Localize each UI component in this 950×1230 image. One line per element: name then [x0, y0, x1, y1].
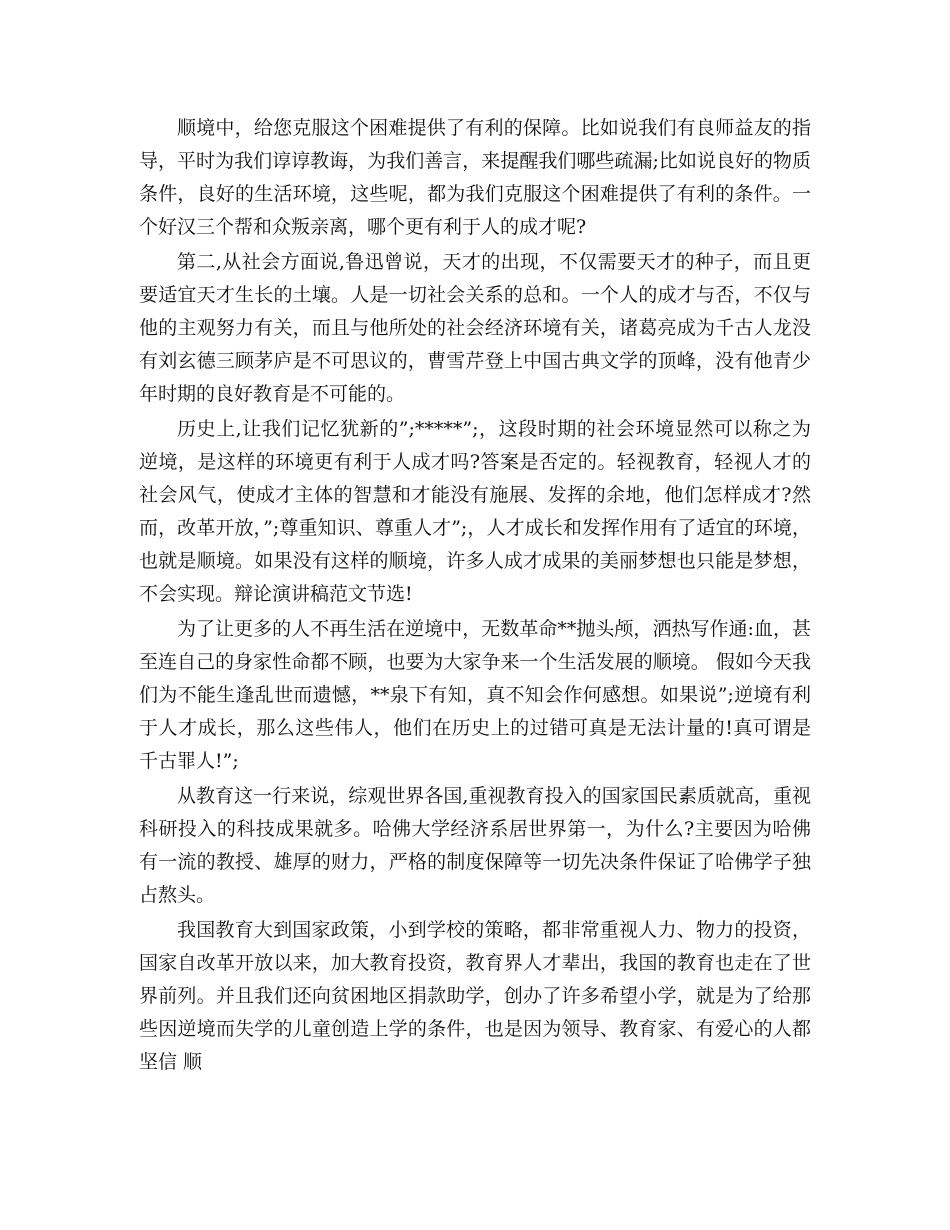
paragraph-2: 第二,从社会方面说,鲁迅曾说，天才的出现，不仅需要天才的种子，而且更要适宜天才生长的土壤。人是一切社会关系的总和。一个人的成才与否，不仅与他的主观努力有关，而且与他所处的社会经济环境有关，诸葛亮成为千古人龙没有刘玄德三顾茅庐是不可思议的，曹雪芹登上中国古典文学的顶峰，没有他青少年时期的良好教育是不可能的。 — [139, 251, 811, 405]
body-text — [139, 112, 811, 1081]
paragraph-3: 历史上,让我们记忆犹新的”;*****”;，这段时期的社会环境显然可以称之为逆境，是这样的环境更有利于人成才吗?答案是否定的。轻视教育，轻视人才的社会风气，使成才主体的智慧和才能没有施展、发挥的余地，他们怎样成才?然而，改革开放，”;尊重知识、尊重人才”;，人才成长和发挥作用有了适宜的环境，也就是顺境。如果没有这样的顺境，许多人成才成果的美丽梦想也只能是梦想，不会实现。辩论演讲稿范文节选! — [139, 418, 811, 605]
paragraph-4: 为了让更多的人不再生活在逆境中，无数革命**抛头颅，洒热写作通:血，甚至连自己的身家性命都不顾，也要为大家争来一个生活发展的顺境。 假如今天我们为不能生逢乱世而遗憾，**泉下有知，真不知会作何感想。如果说”;逆境有利于人才成长，那么这些伟人，他们在历史上的过错可真是无法计量的!真可谓是千古罪人!”; — [139, 618, 811, 772]
paragraph-5: 从教育这一行来说，综观世界各国,重视教育投入的国家国民素质就高，重视科研投入的科技成果就多。哈佛大学经济系居世界第一，为什么?主要因为哈佛有一流的教授、雄厚的财力，严格的制度保障等一切先决条件保证了哈佛学子独占熬头。 — [139, 785, 811, 906]
paragraph-1: 顺境中，给您克服这个困难提供了有利的保障。比如说我们有良师益友的指导，平时为我们谆谆教诲，为我们善言，来提醒我们哪些疏漏;比如说良好的物质条件，良好的生活环境，这些呢，都为我们克服这个困难提供了有利的条件。一个好汉三个帮和众叛亲离，哪个更有利于人的成才呢? — [139, 117, 811, 238]
paragraph-6: 我国教育大到国家政策，小到学校的策略，都非常重视人力、物力的投资，国家自改革开放以来，加大教育投资，教育界人才辈出，我国的教育也走在了世界前列。并且我们还向贫困地区捐款助学，创办了许多希望小学，就是为了给那些因逆境而失学的儿童创造上学的条件，也是因为领导、教育家、有爱心的人都坚信 顺 — [139, 919, 811, 1073]
